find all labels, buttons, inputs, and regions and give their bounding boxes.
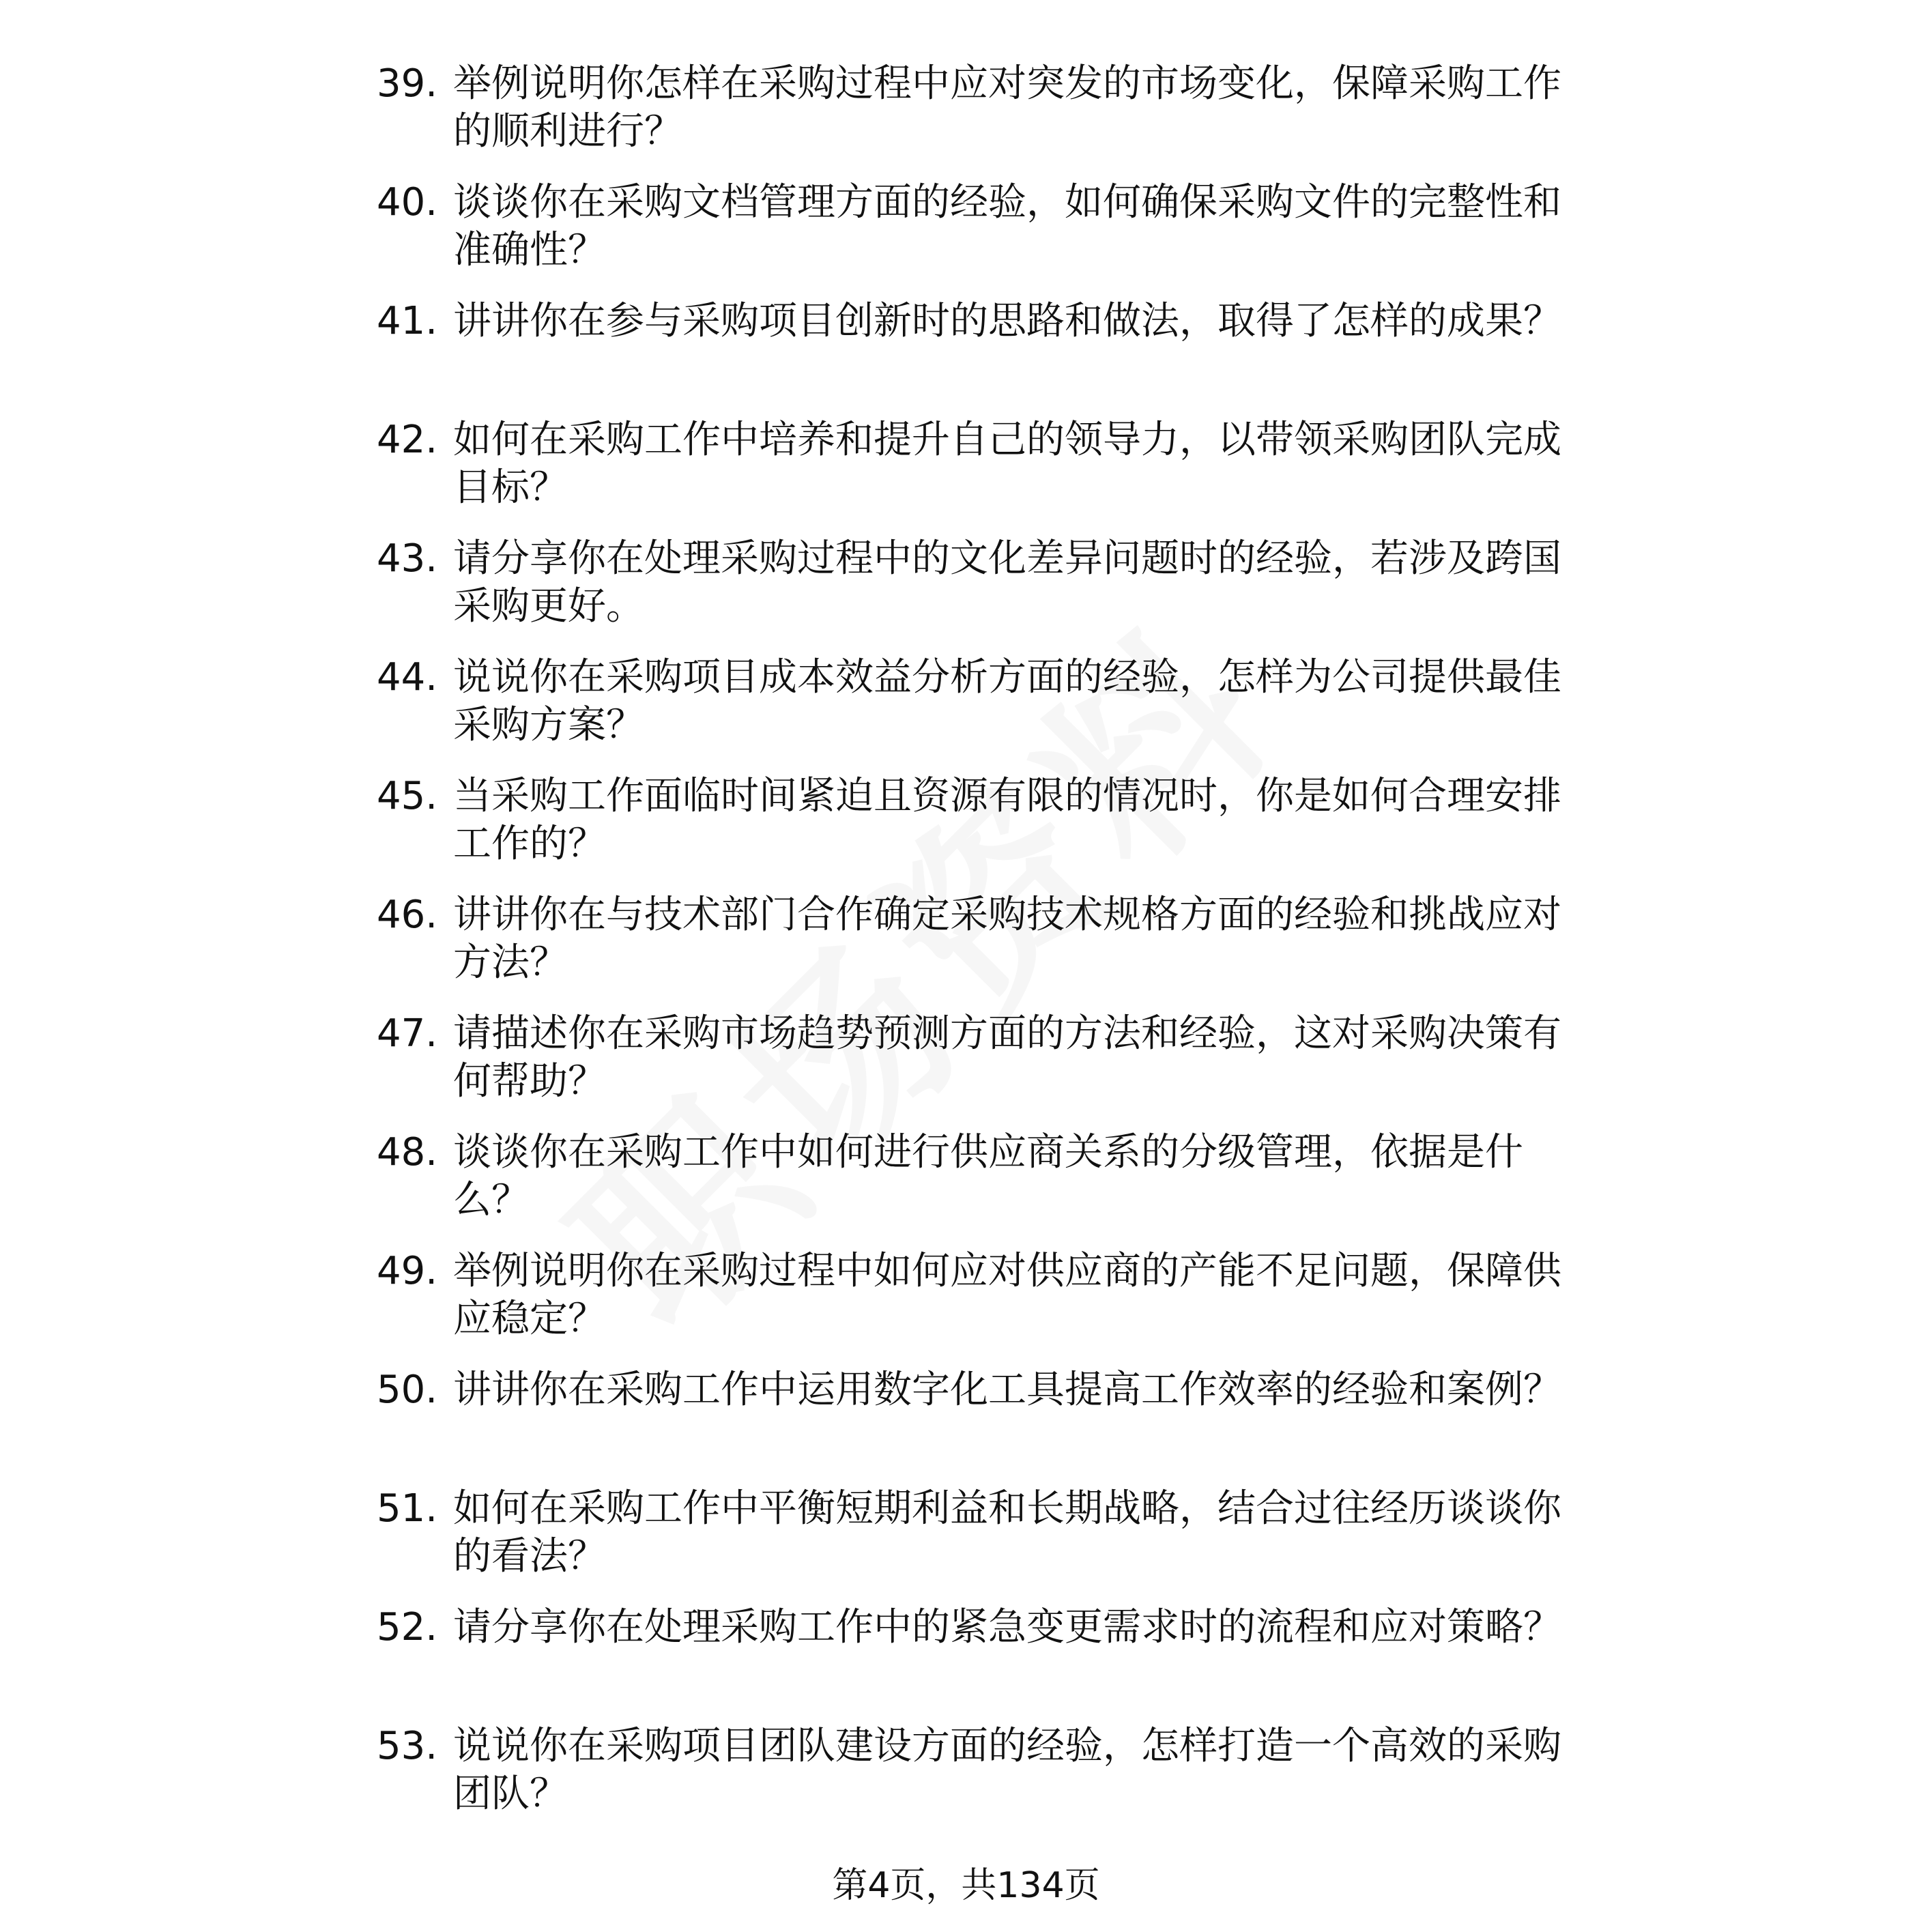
list-item <box>377 1010 1591 1129</box>
question-number: 45. <box>377 774 438 818</box>
question-text: 说说你在采购项目团队建设方面的经验，怎样打造一个高效的采购团队？ <box>453 1724 1561 1816</box>
question-text: 举例说明你在采购过程中如何应对供应商的产能不足问题，保障供应稳定？ <box>453 1249 1561 1341</box>
question-number: 49. <box>377 1249 438 1293</box>
list-item <box>377 1722 1591 1841</box>
page-number-footer: 第4页，共134页 <box>832 1865 1100 1906</box>
list-item <box>377 891 1591 1010</box>
list-item <box>377 1366 1591 1485</box>
question-text: 当采购工作面临时间紧迫且资源有限的情况时，你是如何合理安排工作的？ <box>453 774 1561 866</box>
list-item <box>377 654 1591 773</box>
question-text: 说说你在采购项目成本效益分析方面的经验，怎样为公司提供最佳采购方案？ <box>453 655 1561 747</box>
question-number: 42. <box>377 418 438 462</box>
question-text: 请分享你在处理采购工作中的紧急变更需求时的流程和应对策略？ <box>453 1605 1561 1649</box>
question-text: 请分享你在处理采购过程中的文化差异问题时的经验，若涉及跨国采购更好。 <box>453 536 1561 629</box>
question-number: 43. <box>377 536 438 581</box>
list-item <box>377 60 1591 179</box>
question-text: 讲讲你在采购工作中运用数字化工具提高工作效率的经验和案例？ <box>453 1368 1561 1412</box>
question-number: 41. <box>377 299 438 343</box>
question-number: 48. <box>377 1130 438 1174</box>
list-item <box>377 179 1591 298</box>
question-number: 53. <box>377 1724 438 1768</box>
list-item <box>377 773 1591 891</box>
question-text: 请描述你在采购市场趋势预测方面的方法和经验，这对采购决策有何帮助？ <box>453 1011 1561 1104</box>
question-number: 40. <box>377 180 438 225</box>
question-number: 47. <box>377 1011 438 1056</box>
question-list <box>377 60 1591 1841</box>
question-number: 39. <box>377 61 438 106</box>
list-item <box>377 1604 1591 1722</box>
list-item <box>377 416 1591 535</box>
question-number: 46. <box>377 893 438 937</box>
list-item <box>377 535 1591 654</box>
question-text: 举例说明你怎样在采购过程中应对突发的市场变化，保障采购工作的顺利进行？ <box>453 61 1561 154</box>
question-text: 讲讲你在参与采购项目创新时的思路和做法，取得了怎样的成果？ <box>453 299 1561 343</box>
question-text: 谈谈你在采购工作中如何进行供应商关系的分级管理，依据是什么？ <box>453 1130 1523 1222</box>
list-item <box>377 1129 1591 1248</box>
question-number: 44. <box>377 655 438 700</box>
question-number: 51. <box>377 1486 438 1531</box>
list-item <box>377 1248 1591 1366</box>
list-item <box>377 1485 1591 1604</box>
question-text: 如何在采购工作中平衡短期利益和长期战略，结合过往经历谈谈你的看法？ <box>453 1486 1561 1578</box>
list-item <box>377 298 1591 416</box>
question-text: 谈谈你在采购文档管理方面的经验，如何确保采购文件的完整性和准确性？ <box>453 180 1561 272</box>
question-text: 如何在采购工作中培养和提升自己的领导力，以带领采购团队完成目标？ <box>453 418 1561 510</box>
question-text: 讲讲你在与技术部门合作确定采购技术规格方面的经验和挑战应对方法？ <box>453 893 1561 985</box>
question-number: 50. <box>377 1368 438 1412</box>
question-number: 52. <box>377 1605 438 1649</box>
